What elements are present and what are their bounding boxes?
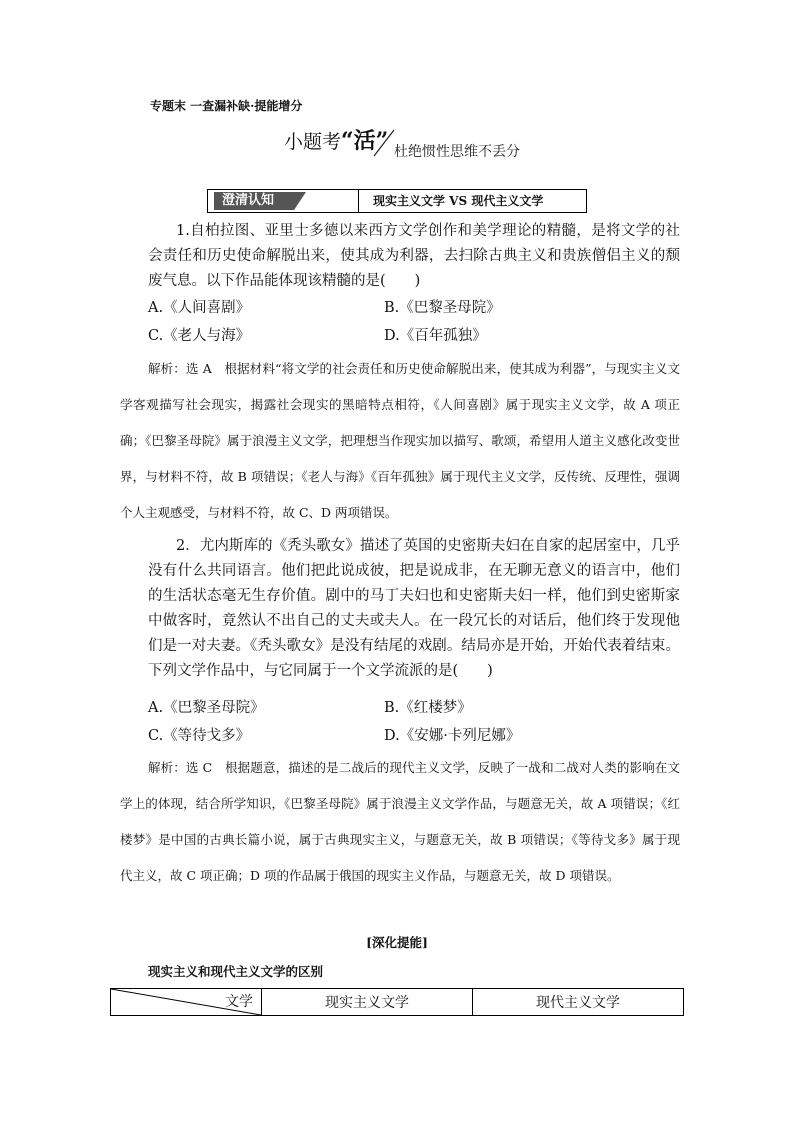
table-corner-label: 文学 (225, 994, 253, 1010)
question-1-analysis (120, 351, 680, 531)
section-divider (358, 190, 359, 212)
q2-option-c: C.《等待戈多》 (148, 728, 251, 744)
table-header-row (111, 989, 684, 1016)
q2-option-d: D.《安娜·卡列尼娜》 (384, 728, 521, 744)
section-topic: 现实主义文学 VS 现代主义文学 (373, 194, 544, 208)
question-2-analysis (120, 750, 680, 894)
question-2-stem: 2．尤内斯库的《秃头歌女》描述了英国的史密斯夫妇在自家的起居室中，几乎没有什么共同语言。他们把此说成彼，把是说成非，在无聊无意义的语言中，他们的生活状态毫无生存价值。剧中的马丁夫妇也和史密斯夫妇一样，他们到史密斯家中做客时，竟然认不出自己的丈夫或夫人。在一段冗长的对话后，他们终于发现他们是一对夫妻。《秃头歌女》是没有结尾的戏剧。结局亦是开始，开始代表着结束。下列文学作品中，与它同属于一个文学流派的是( ) (148, 538, 680, 679)
q1-option-b: B.《巴黎圣母院》 (384, 300, 501, 316)
q1-option-a: A.《人间喜剧》 (148, 300, 251, 316)
header-label: 专题末 一查漏补缺·提能增分 (150, 99, 303, 113)
question-1 (148, 219, 680, 294)
section-subtitle: 杜绝惯性思维不丢分 (394, 144, 520, 160)
q2-option-b: B.《红楼梦》 (384, 700, 472, 716)
table-caption: 现实主义和现代主义文学的区别 (148, 964, 324, 979)
question-1-stem: 1.自柏拉图、亚里士多德以来西方文学创作和美学理论的精髓，是将文学的社会责任和历史使命解脱出来，使其成为利器，去扫除古典主义和贵族僧侣主义的颓废气息。以下作品能体现该精髓的是( ) (148, 223, 680, 289)
q1-option-d: D.《百年孤独》 (384, 328, 487, 344)
comparison-table (110, 988, 684, 1016)
q1-analysis-text: 解析：选 A 根据材料“将文学的社会责任和历史使命解脱出来，使其成为利器”，与现实主义文学客观描写社会现实，揭露社会现实的黑暗特点相符，《人间喜剧》属于现实主义文学，故 A 项正确；《巴黎圣母院》属于浪漫主义文学，把理想当作现实加以描写、歌颂，希望用人道主义感化改变世界，与材料不符，故 B 项错误；《老人与海》《百年孤独》属于现代主义文学，反传统、反理性，强调个人主观感受，与材料不符，故 C、D 两项错误。 (120, 361, 680, 520)
table-corner-cell (111, 989, 262, 1016)
table-header-modernism: 现代主义文学 (473, 989, 684, 1016)
table-header-realism: 现实主义文学 (262, 989, 473, 1016)
q2-analysis-text: 解析：选 C 根据题意，描述的是二战后的现代主义文学，反映了一战和二战对人类的影响在文学上的体现，结合所学知识，《巴黎圣母院》属于浪漫主义文学作品，与题意无关，故 A 项错误；《红楼梦》是中国的古典长篇小说，属于古典现实主义，与题意无关，故 B 项错误；《等待戈多》属于现代主义，故 C 项正确；D 项的作品属于俄国的现实主义作品，与题意无关，故 D 项错误。 (120, 760, 680, 883)
section-bar (207, 189, 587, 213)
deepen-title: [深化提能] (366, 935, 428, 950)
title-prefix: 小题考 (284, 131, 342, 153)
question-2 (148, 534, 680, 684)
title-emphasis: “活” (341, 128, 389, 154)
section-tag (214, 192, 306, 210)
section-tag-label: 澄清认知 (222, 193, 275, 208)
q2-option-a: A.《巴黎圣母院》 (148, 700, 265, 716)
q1-option-c: C.《老人与海》 (148, 328, 251, 344)
